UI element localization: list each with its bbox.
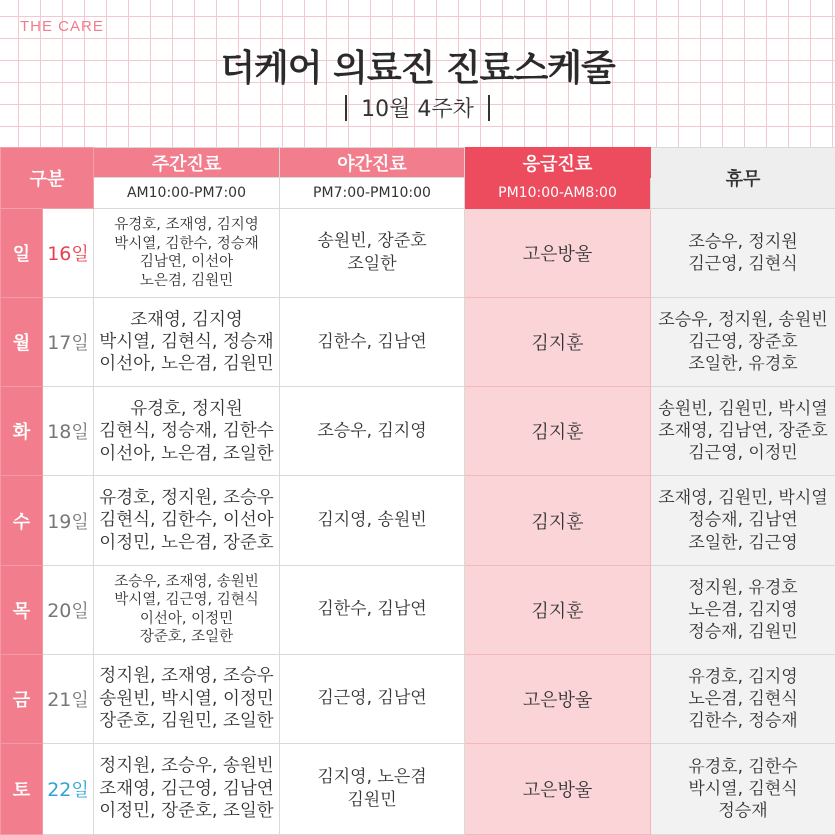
night-shift-cell bbox=[280, 654, 465, 743]
date-suffix: 일 bbox=[71, 333, 89, 355]
date-suffix: 일 bbox=[71, 422, 89, 444]
day-line: 이정민, 노은겸, 장준호 bbox=[99, 532, 274, 553]
date-number: 22 bbox=[47, 778, 72, 801]
night-shift-cell bbox=[280, 209, 465, 298]
schedule-row bbox=[1, 298, 835, 387]
emergency-cell: 김지훈 bbox=[465, 298, 651, 387]
emergency-cell: 김지훈 bbox=[465, 476, 651, 565]
day-line: 정지원, 조재영, 조승우 bbox=[99, 666, 274, 687]
date-number: 19 bbox=[47, 510, 72, 533]
rest-line: 조일한, 김근영 bbox=[688, 532, 798, 553]
date-suffix: 일 bbox=[71, 600, 89, 622]
schedule-row bbox=[1, 209, 835, 298]
rest-line: 정승재 bbox=[718, 800, 768, 821]
rest-line: 노은겸, 김현식 bbox=[688, 688, 798, 709]
emergency-cell: 고은방울 bbox=[465, 743, 651, 834]
schedule-row bbox=[1, 387, 835, 476]
day-line: 김현식, 김한수, 이선아 bbox=[99, 510, 274, 531]
date-cell bbox=[43, 743, 94, 834]
day-line: 이선아, 노은겸, 김원민 bbox=[99, 354, 274, 375]
page-subtitle bbox=[0, 92, 835, 123]
rest-line: 김근영, 장준호 bbox=[688, 332, 798, 353]
day-line: 조재영, 김근영, 김남연 bbox=[99, 778, 274, 799]
night-line: 김지영, 노은겸 bbox=[317, 766, 427, 787]
emergency-cell: 김지훈 bbox=[465, 387, 651, 476]
header-night-time: PM7:00-PM10:00 bbox=[280, 178, 465, 209]
day-line: 이정민, 장준호, 조일한 bbox=[99, 801, 274, 822]
day-line: 이선아, 노은겸, 조일한 bbox=[99, 443, 274, 464]
emergency-cell: 김지훈 bbox=[465, 565, 651, 654]
rest-cell bbox=[651, 209, 835, 298]
day-shift-cell bbox=[94, 565, 280, 654]
week-label: 10월 4주차 bbox=[361, 97, 474, 122]
weekday-cell: 일 bbox=[1, 209, 43, 298]
date-cell bbox=[43, 654, 94, 743]
weekday-cell: 월 bbox=[1, 298, 43, 387]
rest-line: 조일한, 유경호 bbox=[688, 354, 798, 375]
day-line: 장준호, 조일한 bbox=[139, 629, 234, 646]
date-number: 17 bbox=[47, 332, 72, 355]
weekday-cell: 금 bbox=[1, 654, 43, 743]
schedule-row bbox=[1, 476, 835, 565]
day-line: 노은겸, 김원민 bbox=[139, 272, 234, 289]
night-line: 조승우, 김지영 bbox=[317, 420, 427, 441]
date-number: 21 bbox=[47, 688, 72, 711]
day-shift-cell bbox=[94, 298, 280, 387]
rest-cell bbox=[651, 298, 835, 387]
rest-line: 정승재, 김남연 bbox=[688, 510, 798, 531]
day-line: 이선아, 이정민 bbox=[139, 610, 234, 627]
rest-cell bbox=[651, 476, 835, 565]
night-line: 김원민 bbox=[347, 789, 397, 810]
rest-line: 조재영, 김남연, 장준호 bbox=[658, 421, 828, 442]
rest-cell bbox=[651, 565, 835, 654]
day-line: 김현식, 정승재, 김한수 bbox=[99, 421, 274, 442]
night-shift-cell bbox=[280, 476, 465, 565]
night-shift-cell bbox=[280, 387, 465, 476]
header-gubun: 구분 bbox=[1, 148, 94, 209]
date-number: 18 bbox=[47, 421, 72, 444]
day-line: 송원빈, 박시열, 이정민 bbox=[99, 688, 274, 709]
date-number: 16 bbox=[47, 243, 72, 266]
night-shift-cell bbox=[280, 565, 465, 654]
rest-line: 조승우, 정지원 bbox=[688, 232, 798, 253]
night-line: 김한수, 김남연 bbox=[317, 599, 427, 620]
night-line: 김지영, 송원빈 bbox=[317, 510, 427, 531]
day-shift-cell bbox=[94, 654, 280, 743]
day-line: 조승우, 조재영, 송원빈 bbox=[114, 573, 259, 590]
day-shift-cell bbox=[94, 387, 280, 476]
day-line: 유경호, 조재영, 김지영 bbox=[114, 217, 259, 234]
rest-cell bbox=[651, 654, 835, 743]
date-cell bbox=[43, 565, 94, 654]
weekday-cell: 목 bbox=[1, 565, 43, 654]
page-title: 더케어 의료진 진료스케줄 bbox=[220, 48, 615, 89]
header-emergency-time: PM10:00-AM8:00 bbox=[465, 178, 651, 209]
weekday-cell: 수 bbox=[1, 476, 43, 565]
day-line: 박시열, 김한수, 정승재 bbox=[114, 235, 259, 252]
day-line: 유경호, 정지원, 조승우 bbox=[99, 487, 274, 508]
date-suffix: 일 bbox=[71, 511, 89, 533]
day-line: 김남연, 이선아 bbox=[139, 254, 234, 271]
rest-line: 박시열, 김현식 bbox=[688, 778, 798, 799]
day-line: 박시열, 김현식, 정승재 bbox=[99, 332, 274, 353]
rest-line: 노은겸, 김지영 bbox=[688, 599, 798, 620]
weekday-cell: 화 bbox=[1, 387, 43, 476]
rest-line: 조재영, 김원민, 박시열 bbox=[658, 488, 828, 509]
rest-line: 유경호, 김한수 bbox=[688, 756, 798, 777]
night-shift-cell bbox=[280, 743, 465, 834]
rest-cell bbox=[651, 743, 835, 834]
header-day-time: AM10:00-PM7:00 bbox=[94, 178, 280, 209]
header-night-shift: 야간진료 bbox=[280, 148, 465, 178]
date-cell bbox=[43, 298, 94, 387]
rest-line: 송원빈, 김원민, 박시열 bbox=[658, 399, 828, 420]
date-cell bbox=[43, 387, 94, 476]
date-number: 20 bbox=[47, 599, 72, 622]
rest-line: 김한수, 정승재 bbox=[688, 710, 798, 731]
schedule-row bbox=[1, 654, 835, 743]
rest-line: 김근영, 이정민 bbox=[688, 443, 798, 464]
day-shift-cell bbox=[94, 743, 280, 834]
subtitle-bar-left bbox=[345, 95, 347, 121]
day-line: 장준호, 김원민, 조일한 bbox=[99, 710, 274, 731]
header-rest: 휴무 bbox=[651, 148, 835, 209]
header-emergency: 응급진료 bbox=[465, 148, 651, 178]
day-shift-cell bbox=[94, 209, 280, 298]
emergency-cell: 고은방울 bbox=[465, 209, 651, 298]
schedule-table bbox=[0, 147, 835, 835]
rest-line: 정지원, 유경호 bbox=[688, 577, 798, 598]
rest-line: 조승우, 정지원, 송원빈 bbox=[658, 310, 828, 331]
brand-logo-text: THE CARE bbox=[20, 18, 104, 35]
day-line: 유경호, 정지원 bbox=[130, 398, 243, 419]
night-line: 김근영, 김남연 bbox=[317, 688, 427, 709]
date-suffix: 일 bbox=[71, 244, 89, 266]
schedule-row bbox=[1, 565, 835, 654]
day-line: 박시열, 김근영, 김현식 bbox=[114, 592, 259, 609]
rest-line: 유경호, 김지영 bbox=[688, 666, 798, 687]
night-line: 송원빈, 장준호 bbox=[317, 231, 427, 252]
night-shift-cell bbox=[280, 298, 465, 387]
date-cell bbox=[43, 209, 94, 298]
day-line: 조재영, 김지영 bbox=[130, 309, 243, 330]
schedule-row bbox=[1, 743, 835, 834]
date-cell bbox=[43, 476, 94, 565]
night-line: 김한수, 김남연 bbox=[317, 331, 427, 352]
night-line: 조일한 bbox=[347, 254, 397, 275]
header-day-shift: 주간진료 bbox=[94, 148, 280, 178]
weekday-cell: 토 bbox=[1, 743, 43, 834]
day-shift-cell bbox=[94, 476, 280, 565]
date-suffix: 일 bbox=[71, 689, 89, 711]
day-line: 정지원, 조승우, 송원빈 bbox=[99, 756, 274, 777]
rest-line: 정승재, 김원민 bbox=[688, 621, 798, 642]
emergency-cell: 고은방울 bbox=[465, 654, 651, 743]
header-row bbox=[1, 148, 835, 178]
rest-line: 김근영, 김현식 bbox=[688, 254, 798, 275]
date-suffix: 일 bbox=[71, 779, 89, 801]
subtitle-bar-right bbox=[488, 95, 490, 121]
rest-cell bbox=[651, 387, 835, 476]
